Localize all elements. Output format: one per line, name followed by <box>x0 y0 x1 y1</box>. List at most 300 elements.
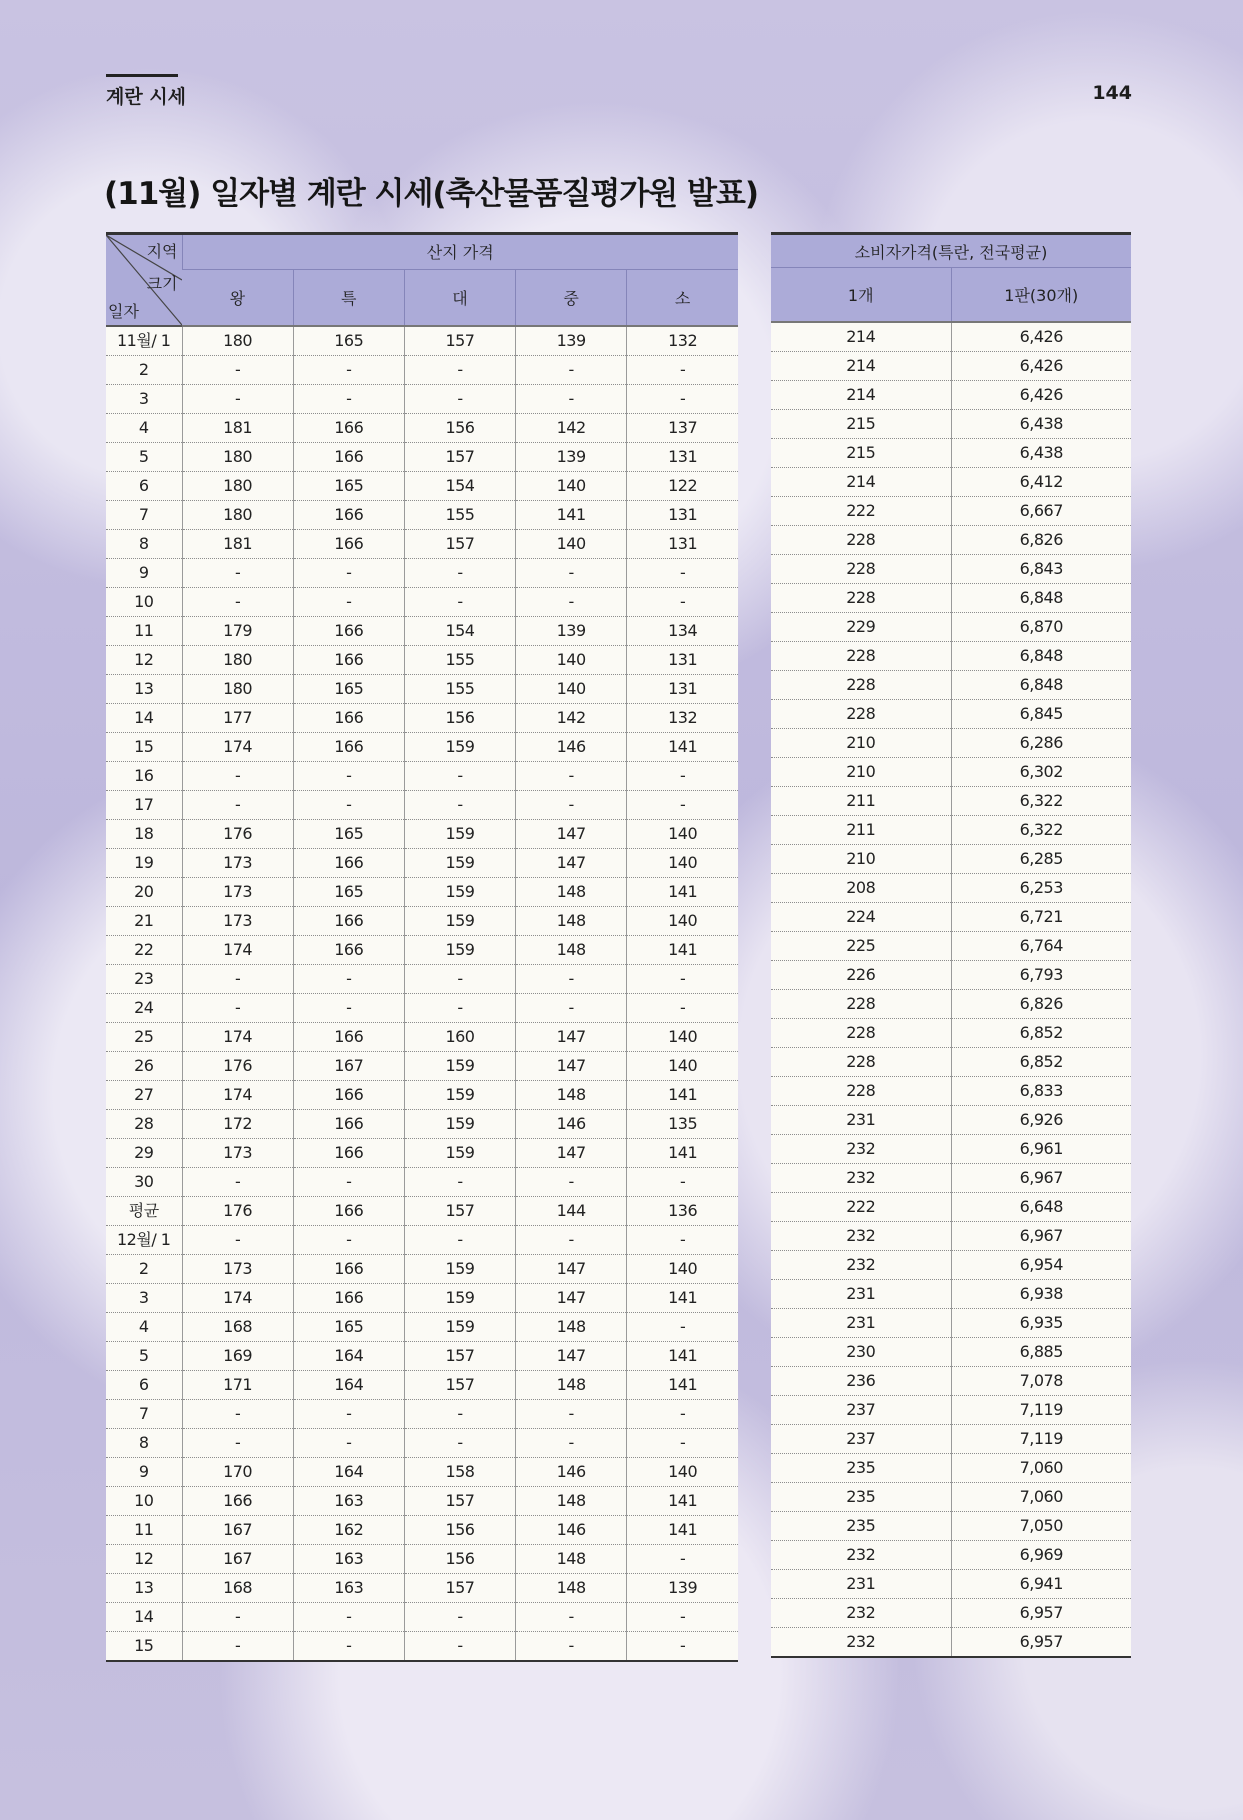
medium-price-cell: - <box>516 791 627 820</box>
small-price-cell: 131 <box>627 675 738 704</box>
king-price-cell: 174 <box>182 1023 293 1052</box>
large-price-cell: - <box>404 965 515 994</box>
large-price-cell: - <box>404 1632 515 1662</box>
table-row <box>106 762 738 791</box>
large-price-cell: - <box>404 356 515 385</box>
table-row <box>106 1371 738 1400</box>
date-cell: 26 <box>106 1052 182 1081</box>
small-price-cell: 136 <box>627 1197 738 1226</box>
producer-table-body <box>106 326 738 1661</box>
large-price-cell: 159 <box>404 1255 515 1284</box>
per-tray-price-cell: 6,793 <box>951 960 1131 989</box>
table-row <box>771 1540 1131 1569</box>
per-tray-price-cell: 6,941 <box>951 1569 1131 1598</box>
medium-price-cell: 148 <box>516 1487 627 1516</box>
medium-price-cell: - <box>516 588 627 617</box>
per-egg-price-cell: 232 <box>771 1598 951 1627</box>
small-price-cell: 140 <box>627 849 738 878</box>
table-row <box>106 588 738 617</box>
special-price-cell: 163 <box>293 1574 404 1603</box>
table-row <box>771 931 1131 960</box>
table-row <box>106 1342 738 1371</box>
date-cell: 15 <box>106 733 182 762</box>
medium-price-cell: 139 <box>516 617 627 646</box>
per-tray-price-cell: 6,935 <box>951 1308 1131 1337</box>
table-row <box>771 1424 1131 1453</box>
per-tray-price-cell: 6,426 <box>951 380 1131 409</box>
table-row <box>771 1250 1131 1279</box>
king-price-cell: - <box>182 965 293 994</box>
per-tray-price-cell: 6,426 <box>951 351 1131 380</box>
per-egg-price-cell: 229 <box>771 612 951 641</box>
king-price-cell: 180 <box>182 472 293 501</box>
king-price-cell: - <box>182 1168 293 1197</box>
corner-label-region: 지역 <box>146 242 178 261</box>
large-price-cell: 154 <box>404 472 515 501</box>
small-price-cell: - <box>627 762 738 791</box>
date-cell: 6 <box>106 472 182 501</box>
table-row <box>106 1487 738 1516</box>
per-tray-price-cell: 6,826 <box>951 989 1131 1018</box>
per-egg-price-cell: 228 <box>771 1018 951 1047</box>
medium-price-cell: 140 <box>516 472 627 501</box>
per-tray-price-cell: 6,826 <box>951 525 1131 554</box>
table-row <box>771 380 1131 409</box>
special-price-cell: 166 <box>293 617 404 646</box>
producer-price-table <box>106 232 738 1662</box>
large-price-cell: 157 <box>404 1487 515 1516</box>
table-row <box>771 1337 1131 1366</box>
table-row <box>106 965 738 994</box>
per-egg-price-cell: 225 <box>771 931 951 960</box>
large-price-cell: 159 <box>404 936 515 965</box>
large-price-cell: 159 <box>404 878 515 907</box>
table-row <box>106 936 738 965</box>
date-cell: 13 <box>106 1574 182 1603</box>
large-price-cell: - <box>404 791 515 820</box>
small-price-cell: 140 <box>627 820 738 849</box>
medium-price-cell: 148 <box>516 1313 627 1342</box>
table-row <box>771 322 1131 352</box>
large-price-cell: 159 <box>404 1313 515 1342</box>
king-price-cell: 177 <box>182 704 293 733</box>
table-row <box>106 1574 738 1603</box>
large-price-cell: - <box>404 588 515 617</box>
table-row <box>106 1313 738 1342</box>
col-header-large: 대 <box>404 269 515 326</box>
small-price-cell: - <box>627 1400 738 1429</box>
small-price-cell: 141 <box>627 1371 738 1400</box>
per-egg-price-cell: 237 <box>771 1395 951 1424</box>
date-cell: 평균 <box>106 1197 182 1226</box>
king-price-cell: - <box>182 994 293 1023</box>
per-egg-price-cell: 231 <box>771 1105 951 1134</box>
small-price-cell: - <box>627 356 738 385</box>
per-egg-price-cell: 228 <box>771 641 951 670</box>
small-price-cell: - <box>627 965 738 994</box>
large-price-cell: 157 <box>404 530 515 559</box>
large-price-cell: 155 <box>404 646 515 675</box>
date-cell: 28 <box>106 1110 182 1139</box>
per-egg-price-cell: 210 <box>771 757 951 786</box>
per-tray-price-cell: 6,870 <box>951 612 1131 641</box>
special-price-cell: 164 <box>293 1371 404 1400</box>
corner-header <box>106 234 182 327</box>
special-price-cell: - <box>293 965 404 994</box>
small-price-cell: - <box>627 1603 738 1632</box>
small-price-cell: - <box>627 559 738 588</box>
medium-price-cell: 146 <box>516 1458 627 1487</box>
king-price-cell: 180 <box>182 501 293 530</box>
medium-price-cell: 148 <box>516 878 627 907</box>
table-row <box>771 351 1131 380</box>
large-price-cell: 155 <box>404 675 515 704</box>
medium-price-cell: 147 <box>516 820 627 849</box>
large-price-cell: - <box>404 1429 515 1458</box>
table-row <box>771 1018 1131 1047</box>
medium-price-cell: - <box>516 1168 627 1197</box>
king-price-cell: 168 <box>182 1574 293 1603</box>
date-cell: 11 <box>106 1516 182 1545</box>
medium-price-cell: - <box>516 1632 627 1662</box>
large-price-cell: 157 <box>404 443 515 472</box>
king-price-cell: 174 <box>182 1284 293 1313</box>
special-price-cell: - <box>293 762 404 791</box>
per-egg-price-cell: 237 <box>771 1424 951 1453</box>
table-row <box>106 1168 738 1197</box>
per-tray-price-cell: 6,848 <box>951 641 1131 670</box>
table-row <box>106 472 738 501</box>
king-price-cell: - <box>182 588 293 617</box>
large-price-cell: - <box>404 1603 515 1632</box>
large-price-cell: 157 <box>404 1371 515 1400</box>
per-tray-price-cell: 6,426 <box>951 322 1131 352</box>
table-row <box>106 1458 738 1487</box>
per-egg-price-cell: 214 <box>771 351 951 380</box>
table-row <box>771 1569 1131 1598</box>
per-tray-price-cell: 6,967 <box>951 1221 1131 1250</box>
per-tray-price-cell: 7,119 <box>951 1395 1131 1424</box>
medium-price-cell: - <box>516 356 627 385</box>
per-egg-price-cell: 228 <box>771 583 951 612</box>
date-cell: 2 <box>106 356 182 385</box>
special-price-cell: 165 <box>293 1313 404 1342</box>
table-row <box>771 1366 1131 1395</box>
king-price-cell: 180 <box>182 646 293 675</box>
date-cell: 2 <box>106 1255 182 1284</box>
table-row <box>771 1308 1131 1337</box>
table-row <box>106 675 738 704</box>
large-price-cell: 156 <box>404 1545 515 1574</box>
date-cell: 21 <box>106 907 182 936</box>
table-row <box>106 326 738 356</box>
special-price-cell: 166 <box>293 530 404 559</box>
table-row <box>106 1545 738 1574</box>
large-price-cell: 159 <box>404 733 515 762</box>
per-tray-price-cell: 6,322 <box>951 815 1131 844</box>
special-price-cell: 166 <box>293 907 404 936</box>
special-price-cell: 165 <box>293 326 404 356</box>
table-row <box>106 1197 738 1226</box>
medium-price-cell: 139 <box>516 326 627 356</box>
per-egg-price-cell: 228 <box>771 989 951 1018</box>
special-price-cell: - <box>293 1429 404 1458</box>
king-price-cell: - <box>182 1429 293 1458</box>
table-row <box>771 728 1131 757</box>
special-price-cell: 166 <box>293 646 404 675</box>
king-price-cell: - <box>182 1400 293 1429</box>
per-egg-price-cell: 214 <box>771 467 951 496</box>
table-row <box>771 1047 1131 1076</box>
per-tray-price-cell: 6,954 <box>951 1250 1131 1279</box>
table-row <box>106 356 738 385</box>
special-price-cell: 166 <box>293 1110 404 1139</box>
king-price-cell: 181 <box>182 414 293 443</box>
special-price-cell: 163 <box>293 1487 404 1516</box>
special-price-cell: 166 <box>293 1255 404 1284</box>
date-cell: 22 <box>106 936 182 965</box>
date-cell: 7 <box>106 1400 182 1429</box>
per-egg-price-cell: 235 <box>771 1511 951 1540</box>
per-egg-price-cell: 211 <box>771 786 951 815</box>
king-price-cell: 180 <box>182 326 293 356</box>
large-price-cell: - <box>404 762 515 791</box>
date-cell: 16 <box>106 762 182 791</box>
per-tray-price-cell: 6,648 <box>951 1192 1131 1221</box>
small-price-cell: 140 <box>627 1052 738 1081</box>
per-tray-price-cell: 7,078 <box>951 1366 1131 1395</box>
date-cell: 24 <box>106 994 182 1023</box>
medium-price-cell: 140 <box>516 646 627 675</box>
per-tray-price-cell: 6,967 <box>951 1163 1131 1192</box>
corner-label-size: 크기 <box>146 274 178 293</box>
per-tray-price-cell: 6,438 <box>951 438 1131 467</box>
per-egg-price-cell: 214 <box>771 380 951 409</box>
table-row <box>771 409 1131 438</box>
per-egg-price-cell: 231 <box>771 1569 951 1598</box>
date-cell: 14 <box>106 1603 182 1632</box>
small-price-cell: 132 <box>627 326 738 356</box>
per-egg-price-cell: 228 <box>771 525 951 554</box>
medium-price-cell: - <box>516 385 627 414</box>
king-price-cell: 168 <box>182 1313 293 1342</box>
table-row <box>771 583 1131 612</box>
date-cell: 8 <box>106 530 182 559</box>
per-tray-price-cell: 6,961 <box>951 1134 1131 1163</box>
special-price-cell: 165 <box>293 472 404 501</box>
table-row <box>771 1076 1131 1105</box>
special-price-cell: - <box>293 1168 404 1197</box>
table-row <box>771 902 1131 931</box>
medium-price-cell: 141 <box>516 501 627 530</box>
per-tray-price-cell: 6,957 <box>951 1627 1131 1657</box>
king-price-cell: 176 <box>182 1197 293 1226</box>
date-cell: 30 <box>106 1168 182 1197</box>
table-row <box>771 989 1131 1018</box>
special-price-cell: 162 <box>293 1516 404 1545</box>
large-price-cell: 157 <box>404 326 515 356</box>
date-cell: 11 <box>106 617 182 646</box>
special-price-cell: 164 <box>293 1458 404 1487</box>
per-tray-price-cell: 6,848 <box>951 583 1131 612</box>
king-price-cell: 176 <box>182 820 293 849</box>
medium-price-cell: 139 <box>516 443 627 472</box>
large-price-cell: - <box>404 385 515 414</box>
per-egg-price-cell: 232 <box>771 1250 951 1279</box>
special-price-cell: - <box>293 356 404 385</box>
small-price-cell: 132 <box>627 704 738 733</box>
special-price-cell: - <box>293 588 404 617</box>
king-price-cell: - <box>182 385 293 414</box>
small-price-cell: 131 <box>627 530 738 559</box>
medium-price-cell: 148 <box>516 1545 627 1574</box>
medium-price-cell: 144 <box>516 1197 627 1226</box>
king-price-cell: - <box>182 1603 293 1632</box>
medium-price-cell: 147 <box>516 849 627 878</box>
small-price-cell: 131 <box>627 646 738 675</box>
per-egg-price-cell: 226 <box>771 960 951 989</box>
large-price-cell: - <box>404 1168 515 1197</box>
date-cell: 10 <box>106 588 182 617</box>
table-row <box>771 786 1131 815</box>
table-row <box>106 820 738 849</box>
per-egg-price-cell: 210 <box>771 844 951 873</box>
per-egg-price-cell: 228 <box>771 699 951 728</box>
large-price-cell: 157 <box>404 1342 515 1371</box>
small-price-cell: - <box>627 1168 738 1197</box>
date-cell: 12 <box>106 646 182 675</box>
per-egg-price-cell: 211 <box>771 815 951 844</box>
table-row <box>771 1482 1131 1511</box>
date-cell: 3 <box>106 1284 182 1313</box>
date-cell: 18 <box>106 820 182 849</box>
corner-label-date: 일자 <box>108 302 139 321</box>
small-price-cell: 141 <box>627 1139 738 1168</box>
date-cell: 7 <box>106 501 182 530</box>
per-egg-price-cell: 236 <box>771 1366 951 1395</box>
table-row <box>771 1105 1131 1134</box>
medium-price-cell: 146 <box>516 1110 627 1139</box>
table-row <box>771 1598 1131 1627</box>
table-row <box>771 757 1131 786</box>
date-cell: 25 <box>106 1023 182 1052</box>
date-cell: 14 <box>106 704 182 733</box>
table-row <box>106 907 738 936</box>
special-price-cell: - <box>293 1400 404 1429</box>
medium-price-cell: - <box>516 1226 627 1255</box>
small-price-cell: 141 <box>627 1487 738 1516</box>
col-header-special: 특 <box>293 269 404 326</box>
per-egg-price-cell: 210 <box>771 728 951 757</box>
date-cell: 12 <box>106 1545 182 1574</box>
table-row <box>771 1511 1131 1540</box>
king-price-cell: 173 <box>182 1139 293 1168</box>
small-price-cell: 140 <box>627 1023 738 1052</box>
small-price-cell: - <box>627 994 738 1023</box>
date-cell: 10 <box>106 1487 182 1516</box>
large-price-cell: 157 <box>404 1197 515 1226</box>
table-row <box>771 1221 1131 1250</box>
per-egg-price-cell: 228 <box>771 554 951 583</box>
date-cell: 29 <box>106 1139 182 1168</box>
small-price-cell: 140 <box>627 1458 738 1487</box>
table-row <box>771 525 1131 554</box>
table-row <box>106 1052 738 1081</box>
per-egg-price-cell: 208 <box>771 873 951 902</box>
col-header-per-tray: 1판(30개) <box>951 268 1131 322</box>
king-price-cell: 169 <box>182 1342 293 1371</box>
large-price-cell: 157 <box>404 1574 515 1603</box>
date-cell: 9 <box>106 559 182 588</box>
per-egg-price-cell: 231 <box>771 1279 951 1308</box>
large-price-cell: 159 <box>404 1110 515 1139</box>
medium-price-cell: - <box>516 1400 627 1429</box>
col-header-medium: 중 <box>516 269 627 326</box>
small-price-cell: 131 <box>627 443 738 472</box>
per-tray-price-cell: 7,050 <box>951 1511 1131 1540</box>
per-egg-price-cell: 222 <box>771 1192 951 1221</box>
per-tray-price-cell: 6,253 <box>951 873 1131 902</box>
king-price-cell: 173 <box>182 907 293 936</box>
large-price-cell: 156 <box>404 704 515 733</box>
per-egg-price-cell: 232 <box>771 1540 951 1569</box>
medium-price-cell: - <box>516 965 627 994</box>
large-price-cell: - <box>404 1400 515 1429</box>
medium-price-cell: - <box>516 559 627 588</box>
small-price-cell: 122 <box>627 472 738 501</box>
medium-price-cell: 146 <box>516 1516 627 1545</box>
king-price-cell: 180 <box>182 443 293 472</box>
per-egg-price-cell: 232 <box>771 1221 951 1250</box>
small-price-cell: - <box>627 1545 738 1574</box>
table-row <box>106 1284 738 1313</box>
table-row <box>771 438 1131 467</box>
large-price-cell: 159 <box>404 1081 515 1110</box>
per-egg-price-cell: 215 <box>771 438 951 467</box>
per-tray-price-cell: 6,667 <box>951 496 1131 525</box>
per-tray-price-cell: 6,322 <box>951 786 1131 815</box>
table-row <box>771 670 1131 699</box>
king-price-cell: - <box>182 356 293 385</box>
per-egg-price-cell: 232 <box>771 1134 951 1163</box>
medium-price-cell: 140 <box>516 675 627 704</box>
table-row <box>106 849 738 878</box>
per-tray-price-cell: 6,721 <box>951 902 1131 931</box>
medium-price-cell: - <box>516 994 627 1023</box>
king-price-cell: 166 <box>182 1487 293 1516</box>
per-tray-price-cell: 6,885 <box>951 1337 1131 1366</box>
special-price-cell: - <box>293 791 404 820</box>
consumer-table-body <box>771 322 1131 1657</box>
medium-price-cell: 147 <box>516 1255 627 1284</box>
special-price-cell: 165 <box>293 820 404 849</box>
medium-price-cell: 148 <box>516 1081 627 1110</box>
king-price-cell: 180 <box>182 675 293 704</box>
medium-price-cell: 147 <box>516 1023 627 1052</box>
medium-price-cell: 148 <box>516 1371 627 1400</box>
per-egg-price-cell: 235 <box>771 1482 951 1511</box>
per-tray-price-cell: 6,852 <box>951 1018 1131 1047</box>
special-price-cell: 167 <box>293 1052 404 1081</box>
per-tray-price-cell: 6,852 <box>951 1047 1131 1076</box>
date-cell: 23 <box>106 965 182 994</box>
table-row <box>106 1110 738 1139</box>
king-price-cell: 176 <box>182 1052 293 1081</box>
table-row <box>771 699 1131 728</box>
medium-price-cell: 147 <box>516 1139 627 1168</box>
small-price-cell: - <box>627 791 738 820</box>
date-cell: 9 <box>106 1458 182 1487</box>
